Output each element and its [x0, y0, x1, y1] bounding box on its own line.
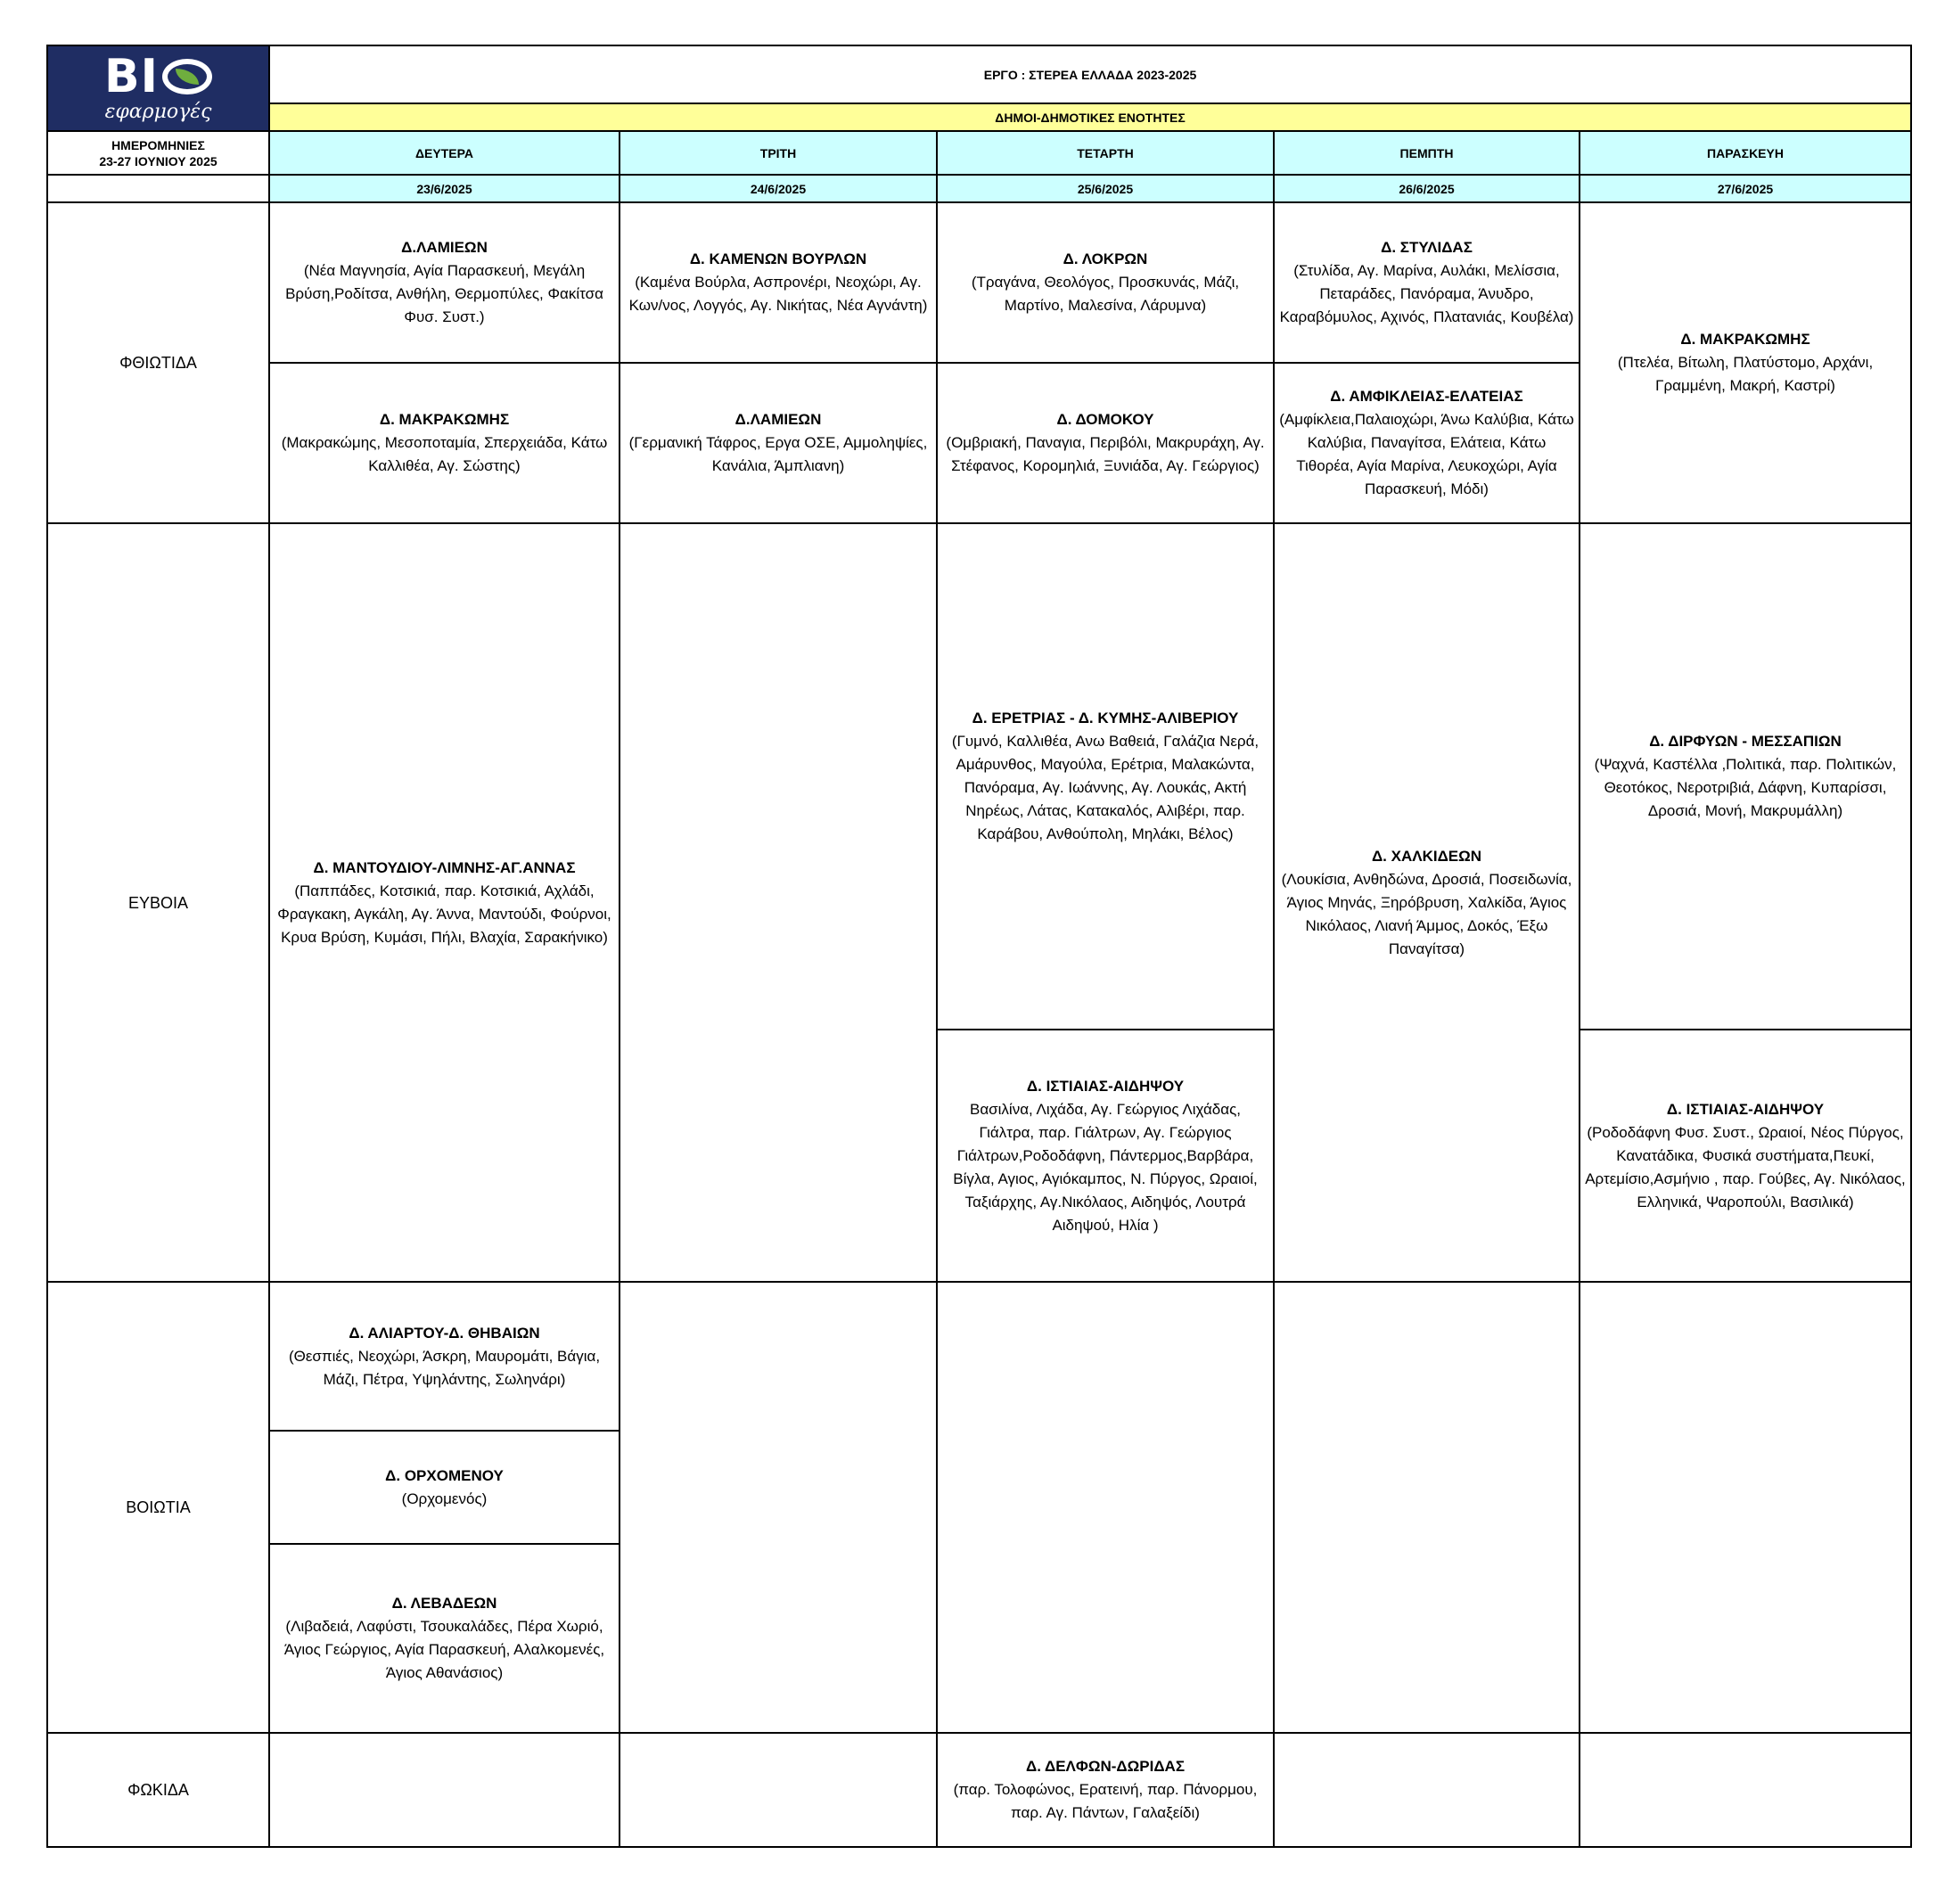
logo-subtitle: εφαρμογές [104, 101, 212, 123]
municipality-name: Δ. ΣΤΥΛΙΔΑΣ [1381, 239, 1473, 256]
municipalities-header: ΔΗΜΟΙ-ΔΗΜΟΤΙΚΕΣ ΕΝΟΤΗΤΕΣ [269, 103, 1911, 131]
village-list: (Αμφίκλεια,Παλαιοχώρι, Άνω Καλύβια, Κάτω Καλύβια, Παναγίτσα, Ελάτεια, Κάτω Τιθορέα, Αγία Μαρίνα, Λευκοχώρι, Αγία Παρασκευή, Μόδι) [1279, 411, 1574, 497]
entry-cell [620, 363, 937, 523]
village-list: (Γερμανική Τάφρος, Εργα ΟΣΕ, Αμμοληψίες, Κανάλια, Άμπλιανη) [628, 434, 928, 474]
project-title: ΕΡΓΟ : ΣΤΕΡΕΑ ΕΛΛΑΔΑ 2023-2025 [269, 45, 1911, 103]
village-list: (Παππάδες, Κοτσικιά, παρ. Κοτσικιά, Αχλάδι, Φραγκακη, Αγκάλη, Αγ. Άννα, Μαντούδι, Φούρνοι, Κρυα Βρύση, Κυμάσι, Πήλι, Βλαχία, Σαρακήνικο) [277, 882, 611, 946]
village-list: Βασιλίνα, Λιχάδα, Αγ. Γεώργιος Λιχάδας, Γιάλτρα, παρ. Γιάλτρων, Αγ. Γεώργιος Γιάλτρων,Ροδοδάφνη, Πάντερμος,Βαρβάρα, Βίγλα, Αγιος, Αγιόκαμπος, Ν. Πύργος, Ωραιοί, Ταξιάρχης, Αγ.Νικόλαος, Αιδηψός, Λουτρά Αιδηψού, Ηλία ) [953, 1100, 1258, 1234]
empty-cell [1274, 1282, 1580, 1733]
municipality-name: Δ. ΙΣΤΙΑΙΑΣ-ΑΙΔΗΨΟΥ [1026, 1077, 1185, 1095]
entry-cell [1580, 523, 1911, 1030]
entry-cell [269, 1431, 620, 1544]
empty-cell [937, 1282, 1274, 1733]
municipality-name: Δ. ΑΛΙΑΡΤΟΥ-Δ. ΘΗΒΑΙΩΝ [349, 1324, 540, 1342]
municipality-name: Δ. ΟΡΧΟΜΕΝΟΥ [385, 1466, 504, 1484]
entry-cell [937, 1733, 1274, 1847]
dates-spacer [47, 175, 269, 202]
municipality-name: Δ.ΛΑΜΙΕΩΝ [734, 411, 822, 428]
municipality-name: Δ. ΜΑΝΤΟΥΔΙΟΥ-ΛΙΜΝΗΣ-ΑΓ.ΑΝΝΑΣ [313, 858, 576, 876]
date-friday: 27/6/2025 [1580, 175, 1911, 202]
entry-cell [1274, 523, 1580, 1282]
village-list: (Ομβριακή, Παναγια, Περιβόλι, Μακρυράχη, Αγ. Στέφανος, Κορομηλιά, Ξυνιάδα, Αγ. Γεώργιος) [946, 434, 1265, 474]
day-header-thursday: ΠΕΜΠΤΗ [1274, 131, 1580, 175]
municipality-name: Δ. ΛΟΚΡΩΝ [1063, 250, 1148, 267]
municipality-name: Δ. ΜΑΚΡΑΚΩΜΗΣ [379, 411, 510, 428]
date-thursday: 26/6/2025 [1274, 175, 1580, 202]
village-list: (Ορχομενός) [401, 1490, 488, 1507]
village-list: (Καμένα Βούρλα, Ασπρονέρι, Νεοχώρι, Αγ. Κων/νος, Λογγός, Αγ. Νικήτας, Νέα Αγνάντη) [628, 274, 928, 314]
day-header-wednesday: ΤΕΤΑΡΤΗ [937, 131, 1274, 175]
village-list: (Λιβαδειά, Λαφύστι, Τσουκαλάδες, Πέρα Χωριό, Άγιος Γεώργιος, Αγία Παρασκευή, Αλαλκομενές, Άγιος Αθανάσιος) [283, 1618, 605, 1681]
entry-cell [937, 202, 1274, 363]
day-header-monday: ΔΕΥΤΕΡΑ [269, 131, 620, 175]
entry-cell [937, 523, 1274, 1030]
empty-cell [1580, 1733, 1911, 1847]
date-monday: 23/6/2025 [269, 175, 620, 202]
village-list: (Γυμνό, Καλλιθέα, Ανω Βαθειά, Γαλάζια Νερά, Αμάρυνθος, Μαγούλα, Ερέτρια, Μαλακώντα, Πανόραμα, Αγ. Ιωάννης, Αγ. Λουκάς, Ακτή Νηρέως, Λάτας, Κατακαλός, Αλιβέρι, παρ. Καράβου, Ανθούπολη, Μηλάκι, Βέλος) [951, 733, 1260, 842]
empty-cell [620, 1733, 937, 1847]
entry-cell [937, 363, 1274, 523]
entry-cell [269, 523, 620, 1282]
day-header-tuesday: ΤΡΙΤΗ [620, 131, 937, 175]
village-list: (Μακρακώμης, Μεσοποταμία, Σπερχειάδα, Κάτω Καλλιθέα, Αγ. Σώστης) [281, 434, 608, 474]
municipality-name: Δ. ΙΣΤΙΑΙΑΣ-ΑΙΔΗΨΟΥ [1666, 1100, 1825, 1118]
municipality-name: Δ. ΜΑΚΡΑΚΩΜΗΣ [1680, 331, 1810, 348]
entry-cell [269, 202, 620, 363]
logo: BI εφαρμογές [47, 45, 269, 131]
entry-cell [269, 1544, 620, 1733]
entry-cell [1274, 202, 1580, 363]
region-evia: ΕΥΒΟΙΑ [47, 523, 269, 1282]
empty-cell [1274, 1733, 1580, 1847]
municipality-name: Δ. ΧΑΛΚΙΔΕΩΝ [1371, 847, 1482, 865]
date-tuesday: 24/6/2025 [620, 175, 937, 202]
entry-cell [1580, 202, 1911, 523]
schedule-table [46, 45, 1912, 1848]
entry-cell [620, 202, 937, 363]
region-viotia: ΒΟΙΩΤΙΑ [47, 1282, 269, 1733]
village-list: (Λουκίσια, Ανθηδώνα, Δροσιά, Ποσειδωνία, Άγιος Μηνάς, Ξηρόβρυση, Χαλκίδα, Άγιος Νικόλαος, Λιανή Άμμος, Δοκός, Έξω Παναγίτσα) [1281, 870, 1572, 957]
region-fokida: ΦΩΚΙΔΑ [47, 1733, 269, 1847]
municipality-name: Δ. ΔΙΡΦΥΩΝ - ΜΕΣΣΑΠΙΩΝ [1649, 733, 1842, 750]
entry-cell [1580, 1030, 1911, 1282]
village-list: (Στυλίδα, Αγ. Μαρίνα, Αυλάκι, Μελίσσια, Πεταράδες, Πανόραμα, Άνυδρο, Καραβόμυλος, Αχινός, Πλατανιάς, Κουβέλα) [1279, 262, 1574, 325]
dates-label-title: ΗΜΕΡΟΜΗΝΙΕΣ [111, 137, 205, 152]
day-header-friday: ΠΑΡΑΣΚΕΥΗ [1580, 131, 1911, 175]
municipality-name: Δ. ΔΟΜΟΚΟΥ [1056, 411, 1154, 428]
village-list: (Ψαχνά, Καστέλλα ,Πολιτικά, παρ. Πολιτικών, Θεοτόκος, Νεροτριβιά, Δάφνη, Κυπαρίσσι, Δροσιά, Μονή, Μακρυμάλλη) [1594, 756, 1897, 819]
region-fthiotida: ΦΘΙΩΤΙΔΑ [47, 202, 269, 523]
leaf-icon [162, 59, 212, 94]
village-list: (Τραγάνα, Θεολόγος, Προσκυνάς, Μάζι, Μαρτίνο, Μαλεσίνα, Λάρυμνα) [971, 274, 1240, 314]
municipality-name: Δ. ΛΕΒΑΔΕΩΝ [391, 1595, 497, 1612]
village-list: (Πτελέα, Βίτωλη, Πλατύστομο, Αρχάνι, Γραμμένη, Μακρή, Καστρί) [1617, 354, 1874, 394]
municipality-name: Δ.ΛΑΜΙΕΩΝ [401, 239, 488, 256]
village-list: (παρ. Τολοφώνος, Ερατεινή, παρ. Πάνορμου, παρ. Αγ. Πάντων, Γαλαξείδι) [953, 1781, 1258, 1821]
village-list: (Νέα Μαγνησία, Αγία Παρασκευή, Μεγάλη Βρύση,Ροδίτσα, Ανθήλη, Θερμοπύλες, Φακίτσα Φυσ. Συστ.) [285, 262, 603, 325]
dates-label [47, 131, 269, 175]
municipality-name: Δ. ΕΡΕΤΡΙΑΣ - Δ. ΚΥΜΗΣ-ΑΛΙΒΕΡΙΟΥ [972, 710, 1239, 726]
village-list: (Ροδοδάφνη Φυσ. Συστ., Ωραιοί, Νέος Πύργος, Κανατάδικα, Φυσικά συστήματα,Πευκί, Αρτεμίσιο,Ασμήνιο , παρ. Γούβες, Αγ. Νικόλαος, Ελληνικά, Ψαροπούλι, Βασιλικά) [1585, 1123, 1906, 1211]
empty-cell [1580, 1282, 1911, 1733]
entry-cell [1274, 363, 1580, 523]
date-wednesday: 25/6/2025 [937, 175, 1274, 202]
entry-cell [937, 1030, 1274, 1282]
entry-cell [269, 363, 620, 523]
dates-label-range: 23-27 ΙΟΥΝΙΟΥ 2025 [99, 153, 217, 168]
village-list: (Θεσπιές, Νεοχώρι, Άσκρη, Μαυρομάτι, Βάγια, Μάζι, Πέτρα, Υψηλάντης, Σωληνάρι) [288, 1347, 601, 1388]
schedule-sheet [46, 45, 1910, 1854]
municipality-name: Δ. ΔΕΛΦΩΝ-ΔΩΡΙΔΑΣ [1025, 1758, 1186, 1775]
empty-cell [269, 1733, 620, 1847]
municipality-name: Δ. ΑΜΦΙΚΛΕΙΑΣ-ΕΛΑΤΕΙΑΣ [1330, 388, 1523, 405]
empty-cell [620, 1282, 937, 1733]
entry-cell [269, 1282, 620, 1431]
empty-cell [620, 523, 937, 1282]
municipality-name: Δ. ΚΑΜΕΝΩΝ ΒΟΥΡΛΩΝ [689, 250, 867, 267]
